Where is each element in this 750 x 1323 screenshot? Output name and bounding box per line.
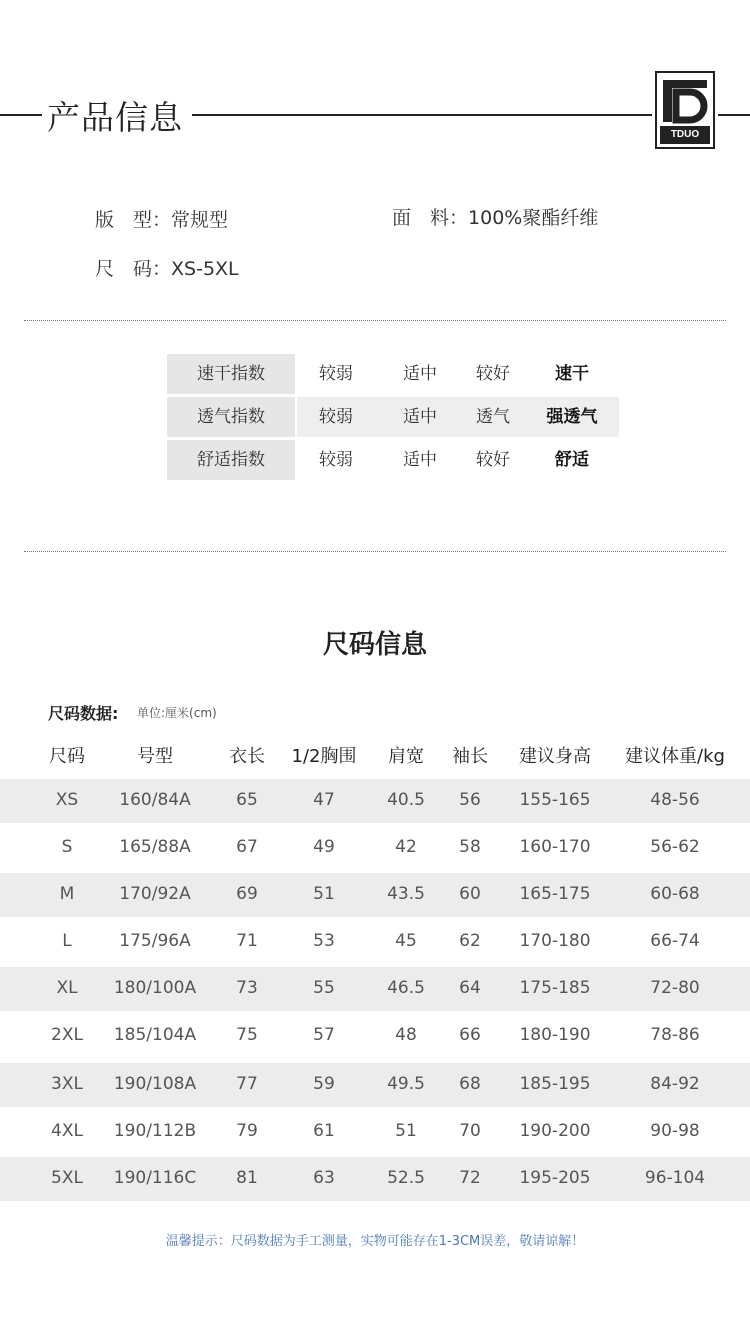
table-cell: 69 [236,884,258,904]
table-cell: 160/84A [119,790,191,810]
table-cell: 71 [236,931,258,951]
header-rule-right [192,114,652,116]
index-level: 较弱 [319,407,353,427]
index-level: 适中 [403,450,437,470]
size-header: 1/2胸围 [291,746,357,767]
table-cell: 62 [459,931,481,951]
index-level: 透气 [476,407,510,427]
index-level: 适中 [403,407,437,427]
table-cell: 4XL [51,1121,83,1141]
table-cell: XS [55,790,79,810]
index-level: 较好 [476,364,510,384]
fit-value: 常规型 [171,209,229,231]
table-cell: L [62,931,72,951]
fabric-info [392,203,598,230]
table-cell: 57 [313,1025,335,1045]
table-cell: 72 [459,1168,481,1188]
size-header: 衣长 [229,746,265,767]
table-cell: 195-205 [519,1168,591,1188]
table-cell: 73 [236,978,258,998]
size-header: 建议体重/kg [625,746,725,767]
table-cell: 155-165 [519,790,591,810]
size-header: 肩宽 [388,746,424,767]
table-cell: 75 [236,1025,258,1045]
table-cell: 63 [313,1168,335,1188]
divider-dotted [24,320,726,321]
table-cell: 180/100A [113,978,197,998]
table-cell: 49.5 [387,1074,425,1094]
table-cell: 190/112B [113,1121,197,1141]
table-cell: 51 [313,884,335,904]
table-cell: 3XL [51,1074,83,1094]
table-cell: 40.5 [387,790,425,810]
table-cell: 78-86 [650,1025,700,1045]
table-cell: 175/96A [119,931,191,951]
index-highlight: 强透气 [546,407,598,427]
header-rule-end [718,114,750,116]
size-range-info [95,254,239,281]
header-rule-left [0,114,42,116]
index-label-comfort: 舒适指数 [167,440,295,480]
table-cell: 65 [236,790,258,810]
table-cell: 43.5 [387,884,425,904]
table-cell: 77 [236,1074,258,1094]
table-cell: 165-175 [519,884,591,904]
table-cell: 64 [459,978,481,998]
table-cell: 66 [459,1025,481,1045]
fit-info [95,205,228,232]
table-cell: 67 [236,837,258,857]
table-cell: 66-74 [650,931,700,951]
table-cell: XL [56,978,78,998]
size-range-value: XS-5XL [171,258,239,280]
table-cell: 68 [459,1074,481,1094]
table-cell: 170/92A [119,884,191,904]
fabric-value: 100%聚酯纤维 [468,207,599,229]
size-header: 建议身高 [519,746,591,767]
index-label-breathable: 透气指数 [167,397,295,437]
table-cell: 72-80 [650,978,700,998]
table-cell: 190/108A [113,1074,197,1094]
table-cell: 5XL [51,1168,83,1188]
table-cell: 45 [395,931,417,951]
brand-logo-text: TDUO [660,126,710,144]
table-cell: 180-190 [519,1025,591,1045]
table-cell: 61 [313,1121,335,1141]
index-level: 较弱 [319,364,353,384]
table-cell: 96-104 [644,1168,706,1188]
table-cell: 2XL [51,1025,83,1045]
table-cell: 70 [459,1121,481,1141]
table-cell: 185/104A [113,1025,197,1045]
brand-logo-icon [660,76,710,126]
table-cell: 81 [236,1168,258,1188]
size-section-title: 尺码信息 [322,630,427,660]
table-cell: 55 [313,978,335,998]
table-cell: 190-200 [519,1121,591,1141]
footnote: 温馨提示：尺码数据为手工测量，实物可能存在1-3CM误差，敬请谅解！ [165,1234,585,1249]
table-cell: 170-180 [519,931,591,951]
size-unit: 单位:厘米(cm) [137,706,217,720]
table-cell: S [61,837,73,857]
size-data-label: 尺码数据: [48,704,119,723]
table-cell: M [59,884,75,904]
table-cell: 84-92 [650,1074,700,1094]
table-cell: 59 [313,1074,335,1094]
table-cell: 52.5 [387,1168,425,1188]
index-level: 适中 [403,364,437,384]
table-cell: 47 [313,790,335,810]
fit-label: 版 型： [95,209,172,231]
table-cell: 53 [313,931,335,951]
table-cell: 51 [395,1121,417,1141]
size-range-label: 尺 码： [95,258,172,280]
table-cell: 58 [459,837,481,857]
table-cell: 185-195 [519,1074,591,1094]
index-highlight: 速干 [555,364,589,384]
divider-dotted [24,551,726,552]
index-highlight: 舒适 [555,450,589,470]
fabric-label: 面 料： [392,207,469,229]
table-cell: 60-68 [650,884,700,904]
table-cell: 79 [236,1121,258,1141]
page-title: 产品信息 [47,98,183,137]
table-cell: 60 [459,884,481,904]
index-level: 较好 [476,450,510,470]
table-cell: 46.5 [387,978,425,998]
table-cell: 48-56 [650,790,700,810]
table-cell: 90-98 [650,1121,700,1141]
index-label-quickdry: 速干指数 [167,354,295,394]
table-cell: 48 [395,1025,417,1045]
table-cell: 56 [459,790,481,810]
table-cell: 56-62 [650,837,700,857]
size-header: 袖长 [452,746,488,767]
table-cell: 165/88A [119,837,191,857]
table-cell: 160-170 [519,837,591,857]
table-cell: 49 [313,837,335,857]
size-header: 尺码 [49,746,85,767]
size-header: 号型 [137,746,173,767]
table-cell: 42 [395,837,417,857]
index-level: 较弱 [319,450,353,470]
table-cell: 175-185 [519,978,591,998]
brand-logo [655,71,715,149]
table-cell: 190/116C [113,1168,197,1188]
